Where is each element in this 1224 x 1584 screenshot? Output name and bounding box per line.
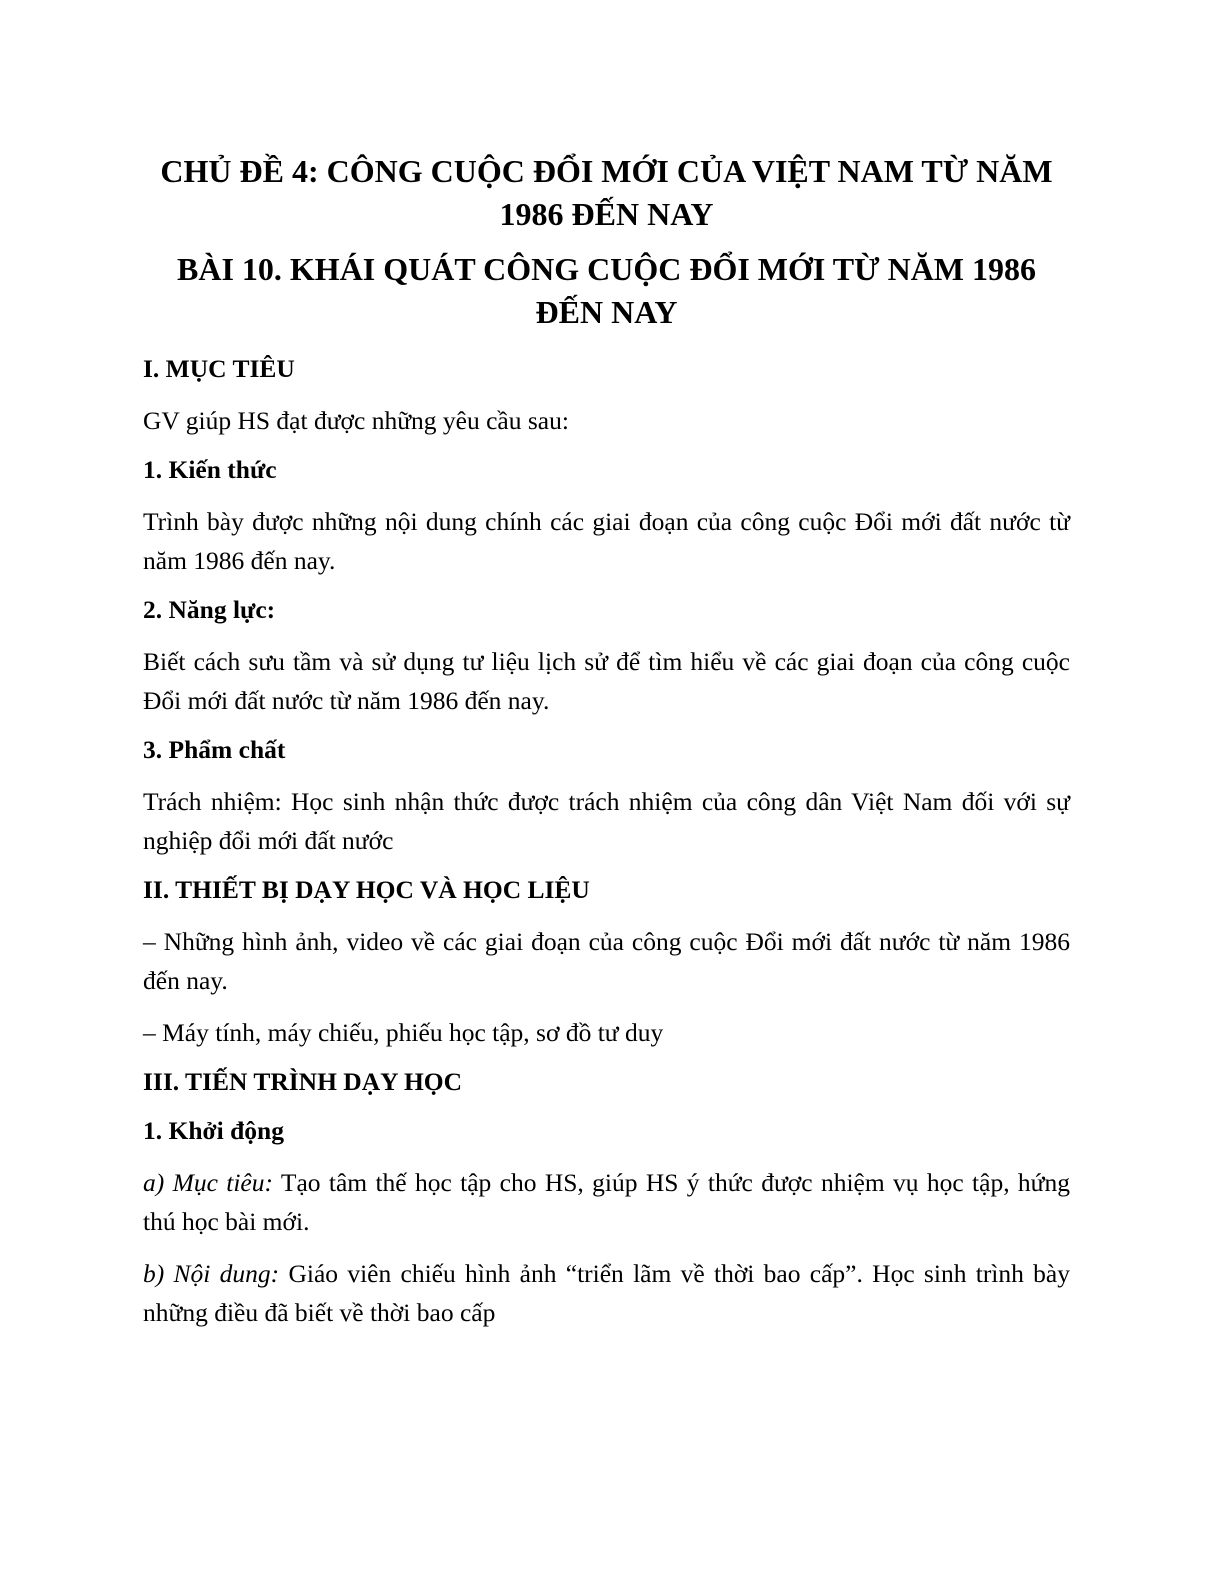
document-page (143, 150, 1070, 1345)
warmup-content-text: Giáo viên chiếu hình ảnh “triển lãm về thời bao cấp”. Học sinh trình bày những điều đã biết về thời bao cấp (143, 1259, 1070, 1327)
topic-title: CHỦ ĐỀ 4: CÔNG CUỘC ĐỔI MỚI CỦA VIỆT NAM TỪ NĂM 1986 ĐẾN NAY (160, 153, 1053, 232)
warmup-content-label: b) Nội dung: (143, 1259, 280, 1288)
objectives-intro: GV giúp HS đạt được những yêu cầu sau: (143, 406, 569, 435)
warmup-heading: 1. Khởi động (143, 1116, 284, 1145)
equipment-item-devices: – Máy tính, máy chiếu, phiếu học tập, sơ đồ tư duy (143, 1018, 664, 1047)
quality-text: Trách nhiệm: Học sinh nhận thức được trách nhiệm của công dân Việt Nam đối với sự nghiệp đổi mới đất nước (143, 787, 1070, 855)
warmup-goal-text: Tạo tâm thế học tập cho HS, giúp HS ý thức được nhiệm vụ học tập, hứng thú học bài mới. (143, 1168, 1071, 1236)
section-objectives-heading: I. MỤC TIÊU (143, 354, 295, 383)
equipment-item-images: – Những hình ảnh, video về các giai đoạn của công cuộc Đổi mới đất nước từ năm 1986 đến nay. (143, 927, 1070, 995)
quality-heading: 3. Phẩm chất (143, 735, 286, 764)
warmup-goal-label: a) Mục tiêu: (143, 1168, 273, 1197)
competence-heading: 2. Năng lực: (143, 595, 276, 624)
warmup-goal (143, 1163, 1070, 1241)
warmup-content (143, 1254, 1070, 1332)
section-equipment-heading: II. THIẾT BỊ DẠY HỌC VÀ HỌC LIỆU (143, 875, 590, 904)
competence-text: Biết cách sưu tầm và sử dụng tư liệu lịch sử để tìm hiểu về các giai đoạn của công cuộc Đổi mới đất nước từ năm 1986 đến nay. (143, 647, 1070, 715)
knowledge-text: Trình bày được những nội dung chính các giai đoạn của công cuộc Đổi mới đất nước từ năm 1986 đến nay. (143, 507, 1070, 575)
lesson-title: BÀI 10. KHÁI QUÁT CÔNG CUỘC ĐỔI MỚI TỪ NĂM 1986 ĐẾN NAY (177, 251, 1036, 330)
section-process-heading: III. TIẾN TRÌNH DẠY HỌC (143, 1067, 463, 1096)
knowledge-heading: 1. Kiến thức (143, 455, 277, 484)
